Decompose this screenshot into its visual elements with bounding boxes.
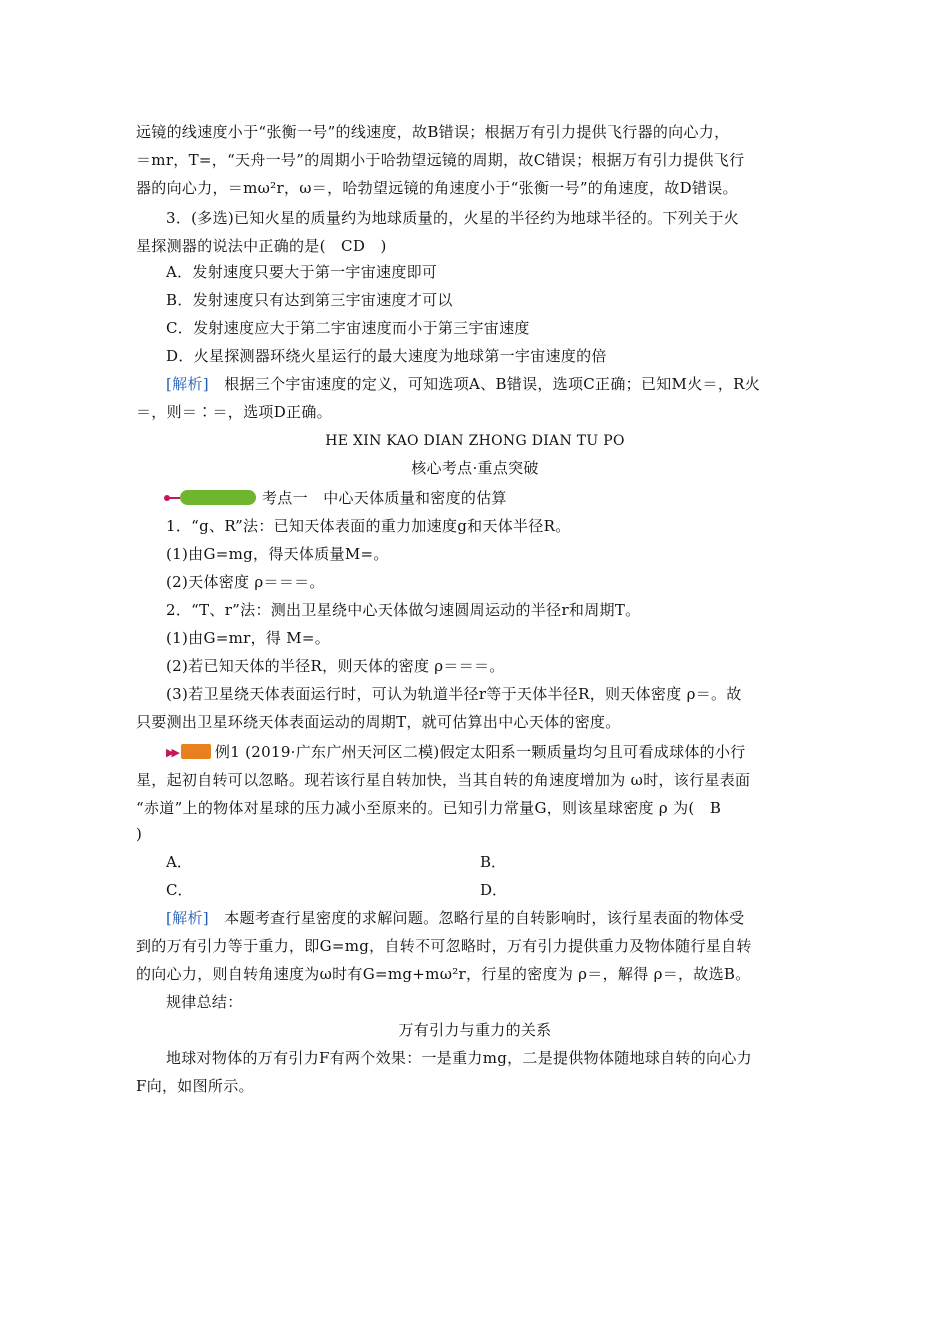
analysis-line	[166, 908, 846, 928]
option-d: D．	[480, 881, 508, 899]
text-line: 星探测器的说法中正确的是( CD )	[136, 237, 387, 255]
topic-heading	[166, 488, 846, 508]
topic-badge-icon	[180, 490, 256, 505]
text-line: 1．“g、R”法：已知天体表面的重力加速度g和天体半径R。	[166, 517, 571, 535]
option-b: B．	[480, 853, 507, 871]
text-line: 的向心力，则自转角速度为ω时有G=mg+mω²r，行星的密度为 ρ＝，解得 ρ＝，故选B。	[136, 965, 751, 983]
text-line: 只要测出卫星环绕天体表面运动的周期T，就可估算出中心天体的密度。	[136, 713, 621, 731]
text-line: ＝，则＝∶＝，选项D正确。	[136, 403, 332, 421]
bullet-icon	[166, 497, 180, 499]
text-line: (3)若卫星绕天体表面运行时，可认为轨道半径r等于天体半径R，则天体密度 ρ＝。故	[166, 685, 742, 703]
option-a: A．发射速度只要大于第一宇宙速度即可	[166, 263, 438, 281]
example-heading	[166, 742, 846, 763]
section-pinyin: HE XIN KAO DIAN ZHONG DIAN TU PO	[325, 433, 625, 449]
option-c: C．发射速度应大于第二宇宙速度而小于第三宇宙速度	[166, 319, 530, 337]
text-line: (2)天体密度 ρ＝＝＝。	[166, 573, 325, 591]
topic-title: 考点一 中心天体质量和密度的估算	[262, 489, 507, 507]
rule-summary: 规律总结：	[166, 993, 243, 1011]
rule-title: 万有引力与重力的关系	[398, 1021, 552, 1039]
question-3: 3．(多选)已知火星的质量约为地球质量的，火星的半径约为地球半径的。下列关于火	[166, 209, 739, 227]
section-title: 核心考点·重点突破	[411, 459, 539, 477]
option-b: B．发射速度只有达到第三宇宙速度才可以	[166, 291, 453, 309]
options-row	[166, 852, 816, 872]
text-line: (1)由G=mg，得天体质量M=。	[166, 545, 389, 563]
options-row	[166, 880, 816, 900]
text-line: 2．“T、r”法：测出卫星绕中心天体做匀速圆周运动的半径r和周期T。	[166, 601, 641, 619]
analysis-label: [解析]	[166, 909, 209, 927]
analysis-text: 根据三个宇宙速度的定义，可知选项A、B错误，选项C正确；已知M火＝，R火	[224, 375, 761, 393]
example-badge-icon	[181, 744, 211, 759]
text-line: “赤道”上的物体对星球的压力减小至原来的。已知引力常量G，则该星球密度 ρ 为( B	[136, 799, 722, 817]
text-line: 到的万有引力等于重力，即G=mg，自转不可忽略时，万有引力提供重力及物体随行星自转	[136, 937, 752, 955]
text-line: )	[136, 825, 143, 843]
analysis-line	[166, 374, 846, 394]
analysis-label: [解析]	[166, 375, 209, 393]
text-line: 地球对物体的万有引力F有两个效果：一是重力mg，二是提供物体随地球自转的向心力	[166, 1049, 752, 1067]
double-arrow-icon: ▶▶	[166, 746, 177, 759]
example-line: 例1 (2019·广东广州天河区二模)假定太阳系一颗质量均匀且可看成球体的小行	[214, 743, 746, 761]
option-c: C．	[166, 881, 193, 899]
text-line: (2)若已知天体的半径R，则天体的密度 ρ＝＝＝。	[166, 657, 505, 675]
text-line: ＝mr，T=，“天舟一号”的周期小于哈勃望远镜的周期，故C错误；根据万有引力提供飞行	[136, 151, 745, 169]
text-line: F向，如图所示。	[136, 1077, 254, 1095]
option-d: D．火星探测器环绕火星运行的最大速度为地球第一宇宙速度的倍	[166, 347, 607, 365]
text-line: 星，起初自转可以忽略。现若该行星自转加快，当其自转的角速度增加为 ω时，该行星表面	[136, 771, 751, 789]
analysis-text: 本题考查行星密度的求解问题。忽略行星的自转影响时，该行星表面的物体受	[224, 909, 745, 927]
text-line: 远镜的线速度小于“张衡一号”的线速度，故B错误；根据万有引力提供飞行器的向心力，	[136, 123, 730, 141]
text-line: 器的向心力，＝mω²r，ω＝，哈勃望远镜的角速度小于“张衡一号”的角速度，故D错误。	[136, 179, 738, 197]
option-a: A．	[166, 853, 192, 871]
text-line: (1)由G=mr，得 M=。	[166, 629, 331, 647]
